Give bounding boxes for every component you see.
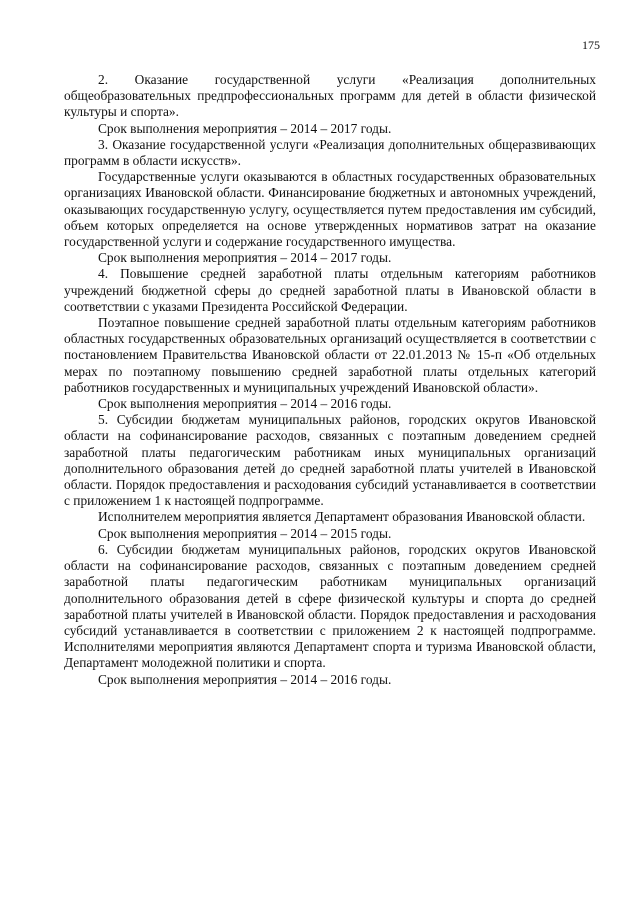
paragraph: Срок выполнения мероприятия – 2014 – 2017 годы. xyxy=(98,120,392,136)
paragraph: Государственные услуги оказываются в областных государственных образовательных организациях Ивановской области. Финансирование бюджетных и автономных учреждений, оказывающих государственную услугу, осуществляется путем предоставления им субсидий, объем которых определяется на основе утвержденных нормативов затрат на оказание государственной услуги и содержание государственного имущества. xyxy=(64,169,596,250)
paragraph: Срок выполнения мероприятия – 2014 – 2016 годы. xyxy=(98,671,392,687)
paragraph: Срок выполнения мероприятия – 2014 – 2017 годы. xyxy=(98,250,392,266)
paragraph: 6. Субсидии бюджетам муниципальных районов, городских округов Ивановской области на софинансирование расходов, связанных с поэтапным доведением средней заработной платы педагогическим работникам муниципальных организаций дополнительного образования детей в сфере физической культуры и спорта до средней заработной платы учителей в Ивановской области. Порядок предоставления и расходования субсидий устанавливается в соответствии с приложением 2 к настоящей подпрограмме. Исполнителями мероприятия являются Департамент спорта и туризма Ивановской области, Департамент молодежной политики и спорта. xyxy=(64,541,596,671)
paragraph: Срок выполнения мероприятия – 2014 – 2015 годы. xyxy=(98,525,392,541)
page-number: 175 xyxy=(582,38,600,52)
paragraph: 3. Оказание государственной услуги «Реализация дополнительных общеразвивающих программ в области искусств». xyxy=(64,136,596,169)
document-body xyxy=(64,72,596,688)
paragraph: Поэтапное повышение средней заработной платы отдельным категориям работников областных государственных образовательных организаций осуществляется в соответствии с постановлением Правительства Ивановской области от 22.01.2013 № 15-п «Об отдельных мерах по поэтапному повышению средней заработной платы отдельных категорий работников государственных и муниципальных учреждений Ивановской области». xyxy=(64,315,596,395)
paragraph: 2. Оказание государственной услуги «Реализация дополнительных общеобразовательных предпрофессиональных программ для детей в области физической культуры и спорта». xyxy=(64,72,596,120)
paragraph: 4. Повышение средней заработной платы отдельным категориям работников учреждений бюджетной сферы до средней заработной платы в Ивановской области в соответствии с указами Президента Российской Федерации. xyxy=(64,266,596,314)
paragraph: 5. Субсидии бюджетам муниципальных районов, городских округов Ивановской области на софинансирование расходов, связанных с поэтапным доведением средней заработной платы педагогическим работникам иных муниципальных организаций дополнительного образования детей до средней заработной платы учителей в Ивановской области. Порядок предоставления и расходования субсидий устанавливается в соответствии с приложением 1 к настоящей подпрограмме. xyxy=(64,412,596,509)
paragraph: Срок выполнения мероприятия – 2014 – 2016 годы. xyxy=(98,396,392,412)
paragraph: Исполнителем мероприятия является Департамент образования Ивановской области. xyxy=(98,509,586,525)
